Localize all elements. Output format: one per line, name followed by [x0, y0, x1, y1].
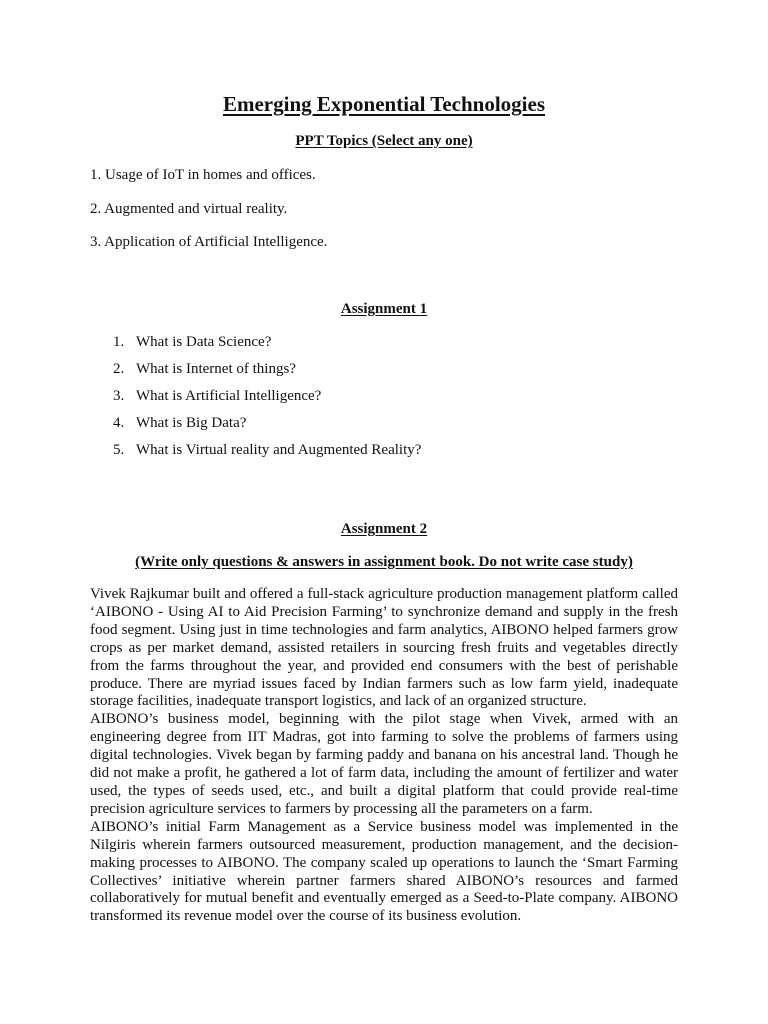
assignment-1-heading: Assignment 1 — [340, 301, 428, 317]
question-number: 1. — [113, 334, 125, 350]
case-study-text — [90, 586, 678, 926]
question-text: What is Internet of things? — [136, 361, 296, 377]
question-number: 5. — [113, 442, 125, 458]
assignment-2-heading: Assignment 2 — [340, 521, 428, 537]
ppt-topic-3: 3. Application of Artificial Intelligence. — [90, 234, 328, 250]
assignment-2-note: (Write only questions & answers in assignment book. Do not write case study) — [135, 554, 633, 570]
question-number: 3. — [113, 388, 125, 404]
question-item — [113, 441, 421, 468]
ppt-topic-2: 2. Augmented and virtual reality. — [90, 201, 288, 217]
document-title: Emerging Exponential Technologies — [222, 92, 546, 116]
question-number: 4. — [113, 415, 125, 431]
case-study-paragraph-3: AIBONO’s initial Farm Management as a Service business model was implemented in the Nilgiris wherein farmers outsourced measurement, production management, and the decision-making processes to AIBONO. The company scaled up operations to launch the ‘Smart Farming Collectives’ initiative wherein partner farmers shared AIBONO’s resources and farmed collaboratively for mutual benefit and eventually emerged as a Seed-to-Plate company. AIBONO transformed its revenue model over the course of its business evolution. — [90, 818, 678, 925]
question-item — [113, 333, 421, 360]
case-study-paragraph-1: Vivek Rajkumar built and offered a full-stack agriculture production management platform called ‘AIBONO - Using AI to Aid Precision Farming’ to synchronize demand and supply in the fresh food segment. Using just in time technologies and farm analytics, AIBONO helped farmers grow crops as per market demand, assisted retailers in sourcing fresh fruits and vegetables directly from the farms throughout the year, and provided end consumers with the best of perishable produce. There are myriad issues faced by Indian farmers such as low farm yield, inadequate storage facilities, inadequate transport logistics, and lack of an organized structure. — [90, 586, 678, 710]
question-text: What is Artificial Intelligence? — [136, 388, 322, 404]
question-item — [113, 387, 421, 414]
case-study-paragraph-2: AIBONO’s business model, beginning with the pilot stage when Vivek, armed with an engineering degree from IIT Madras, got into farming to solve the problems of farmers using digital technologies. Vivek began by farming paddy and banana on his ancestral land. Though he did not make a profit, he gathered a lot of farm data, including the amount of fertilizer and water used, the types of seeds used, etc., and built a digital platform that could provide real-time precision agriculture services to farmers by processing all the parameters on a farm. — [90, 711, 678, 817]
question-text: What is Big Data? — [136, 415, 247, 431]
question-item — [113, 360, 421, 387]
question-text: What is Virtual reality and Augmented Reality? — [136, 442, 422, 458]
ppt-topic-1: 1. Usage of IoT in homes and offices. — [90, 167, 316, 183]
question-text: What is Data Science? — [136, 334, 272, 350]
question-number: 2. — [113, 361, 125, 377]
assignment-1-questions — [113, 333, 421, 468]
ppt-topics-heading: PPT Topics (Select any one) — [295, 133, 473, 149]
question-item — [113, 414, 421, 441]
